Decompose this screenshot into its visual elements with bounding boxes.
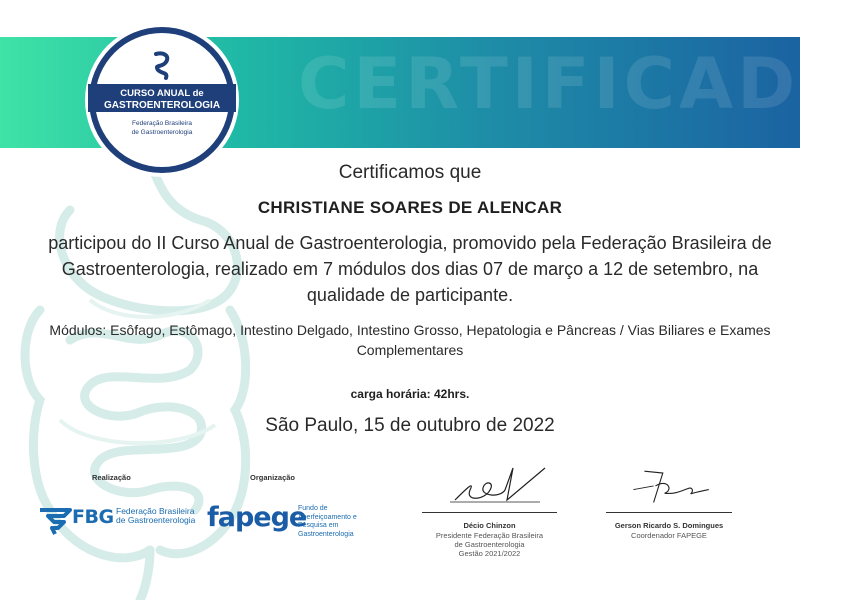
seal-line4: de Gastroenterologia — [131, 129, 193, 136]
fbg-full-name: Federação Brasileira de Gastroenterologia — [116, 506, 196, 525]
signer-1-role-2: de Gastroenterologia — [454, 540, 525, 549]
course-seal — [84, 22, 240, 178]
seal-line3: Federação Brasileira — [132, 120, 192, 127]
participant-name: CHRISTIANE SOARES DE ALENCAR — [257, 198, 563, 217]
fapege-logo-text: fapege — [207, 502, 307, 533]
course-hours: carga horária: 42hrs. — [350, 387, 470, 401]
seal-line1: CURSO ANUAL de — [120, 88, 204, 99]
signer-2-name: Gerson Ricardo S. Domingues — [614, 521, 724, 530]
certificate-watermark-title: CERTIFICADO — [298, 43, 863, 125]
signature-gerson-domingues — [622, 462, 722, 508]
signature-line-2 — [606, 512, 732, 513]
signature-line-1 — [422, 512, 557, 513]
realizacao-label: Realização — [92, 473, 131, 482]
modules-list: Módulos: Esôfago, Estômago, Intestino Delgado, Intestino Grosso, Hepatologia e Pâncreas / Vias Biliares e Exames Complementares — [49, 322, 771, 358]
signature-decio-chinzon — [440, 460, 550, 510]
certificate-intro: Certificamos que — [338, 162, 482, 183]
signer-2-role-1: Coordenador FAPEGE — [631, 531, 707, 540]
fbg-emblem-icon — [38, 502, 72, 536]
fapege-full-name: Fundo de Aperfeiçoamento e Pesquisa em Gastroenterologia — [298, 505, 357, 538]
place-and-date: São Paulo, 15 de outubro de 2022 — [265, 415, 555, 436]
seal-line2: GASTROENTEROLOGIA — [103, 100, 221, 111]
fbg-logo-text: FBG — [72, 506, 114, 528]
organizacao-label: Organização — [250, 473, 296, 482]
signer-1-name: Décio Chinzon — [463, 521, 516, 530]
signer-1-role-3: Gestão 2021/2022 — [458, 549, 521, 558]
signer-1-role-1: Presidente Federação Brasileira — [435, 531, 544, 540]
certificate-body: participou do II Curso Anual de Gastroenterologia, promovido pela Federação Brasileira de Gastroenterologia, realizado em 7 módulos dos dias 07 de março a 12 de setembro, na qualidade de participante. — [48, 233, 772, 305]
